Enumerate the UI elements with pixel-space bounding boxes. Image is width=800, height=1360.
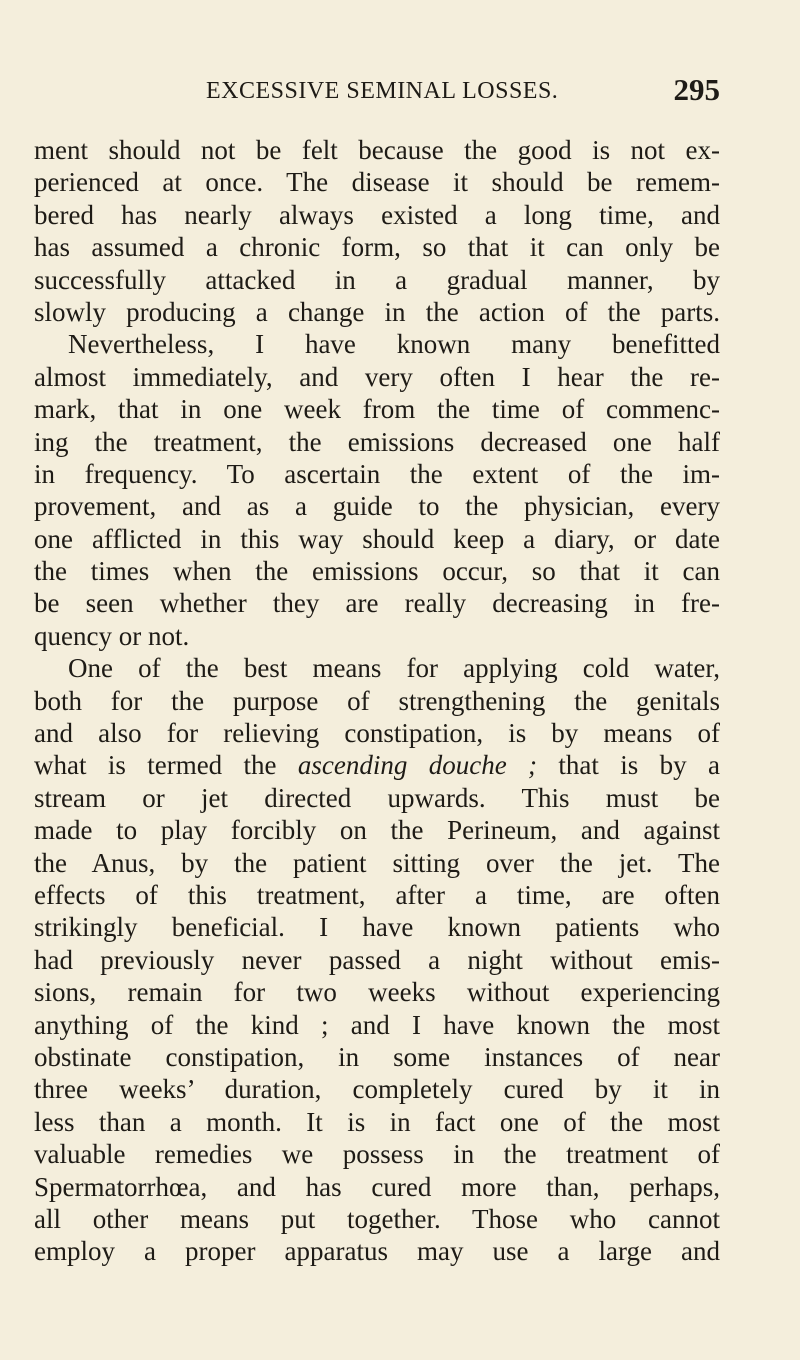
running-head: EXCESSIVE SEMINAL LOSSES.: [206, 78, 559, 104]
text-line: employ a proper apparatus may use a large and: [34, 1236, 720, 1267]
text-line: strikingly beneficial. I have known patients who: [34, 912, 720, 943]
text-line: almost immediately, and very often I hear the re-: [34, 361, 720, 392]
text-line: quency or not.: [34, 620, 190, 651]
text-line: one afflicted in this way should keep a diary, or date: [34, 523, 720, 554]
text-line: perienced at once. The disease it should be remem-: [34, 167, 720, 198]
text-line: provement, and as a guide to the physician, every: [34, 491, 720, 522]
text-run: what is termed the: [34, 750, 298, 781]
text-line: Nevertheless, I have known many benefitted: [68, 329, 720, 360]
text-line: bered has nearly always existed a long time, and: [34, 199, 720, 230]
text-line: ing the treatment, the emissions decreased one half: [34, 426, 720, 457]
text-line: the times when the emissions occur, so that it can: [34, 556, 720, 587]
italic-term: ascending douche ;: [297, 750, 538, 781]
text-line: has assumed a chronic form, so that it can only be: [34, 232, 720, 263]
text-line: had previously never passed a night without emis-: [34, 944, 720, 975]
text-line: all other means put together. Those who cannot: [34, 1203, 720, 1234]
text-line: less than a month. It is in fact one of the most: [34, 1106, 720, 1137]
text-line: made to play forcibly on the Perineum, and against: [34, 815, 720, 846]
text-line: both for the purpose of strengthening the genitals: [34, 685, 720, 716]
text-line-with-italic: [34, 749, 720, 781]
text-line: mark, that in one week from the time of commenc-: [34, 394, 720, 425]
text-line: valuable remedies we possess in the treatment of: [34, 1139, 720, 1170]
text-line: and also for relieving constipation, is by means of: [34, 718, 720, 749]
text-line: slowly producing a change in the action of the parts.: [34, 296, 720, 327]
text-line: One of the best means for applying cold water,: [68, 653, 720, 684]
text-line: be seen whether they are really decreasing in fre-: [34, 588, 720, 619]
text-line: the Anus, by the patient sitting over the jet. The: [34, 847, 720, 878]
text-line: in frequency. To ascertain the extent of the im-: [34, 458, 720, 489]
text-line: ment should not be felt because the good is not ex-: [34, 135, 720, 165]
body-text: [34, 134, 720, 1268]
text-line: obstinate constipation, in some instances of near: [34, 1041, 720, 1072]
text-line: stream or jet directed upwards. This must be: [34, 782, 720, 813]
text-run: that is by a: [537, 750, 720, 781]
text-line: anything of the kind ; and I have known the most: [34, 1009, 720, 1040]
text-line: sions, remain for two weeks without experiencing: [34, 977, 720, 1008]
page-header: [34, 72, 720, 112]
text-line: successfully attacked in a gradual manner, by: [34, 264, 720, 295]
text-line: effects of this treatment, after a time, are often: [34, 879, 720, 910]
text-line: three weeks’ duration, completely cured by it in: [34, 1074, 720, 1105]
text-line: Spermatorrhœa, and has cured more than, perhaps,: [34, 1171, 720, 1202]
page-number: 295: [673, 72, 720, 107]
